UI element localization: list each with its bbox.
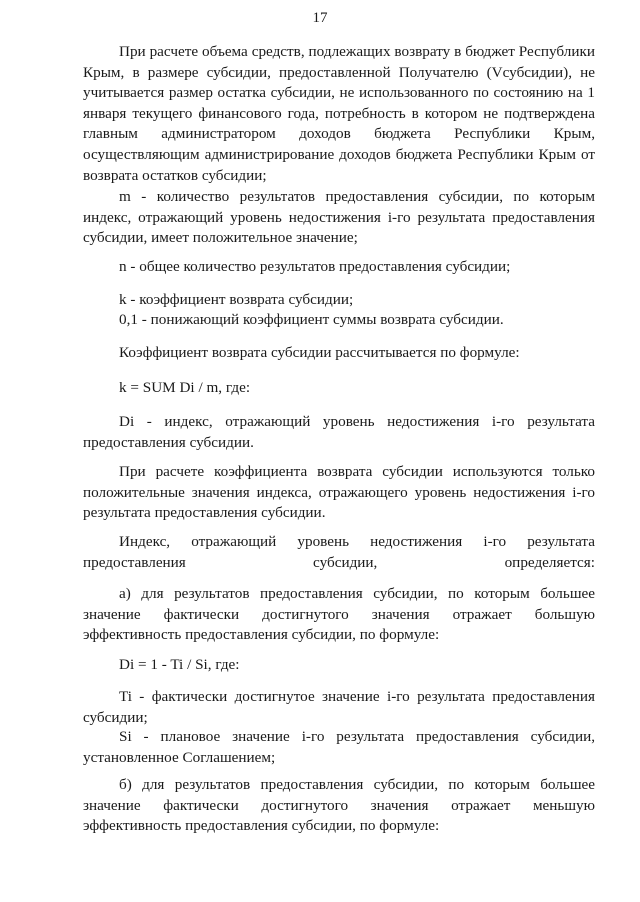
paragraph-case-b: б) для результатов предоставления субсидии, по которым большее значение фактически достигнутого значения отражает меньшую эффективность предоставления субсидии, по формуле: <box>83 776 595 835</box>
paragraph-formula-intro: Коэффициент возврата субсидии рассчитывается по формуле: <box>119 344 520 361</box>
paragraph-case-a: а) для результатов предоставления субсидии, по которым большее значение фактически достигнутого значения отражает большую эффективность предоставления субсидии, по формуле: <box>83 585 595 644</box>
paragraph-remaining-funds: При расчете объема средств, подлежащих возврату в бюджет Республики Крым, в размере субсидии, предоставленной Получателю (Vсубсидии), не учитывается размер остатка субсидии, не использованного по состоянию на 1 января текущего финансового года, потребность в котором не подтверждена главным администратором доходов бюджета Республики Крым, осуществляющим администрирование доходов бюджета Республики Крым от возврата остатков субсидии; <box>83 43 595 184</box>
paragraph-n-definition: n - общее количество результатов предоставления субсидии; <box>119 258 511 275</box>
paragraph-si-definition: Si - плановое значение i-го результата предоставления субсидии, установленное Соглашением; <box>83 728 595 766</box>
paragraph-k-definition: k - коэффициент возврата субсидии; <box>119 291 354 308</box>
formula-di-a: Di = 1 - Ti / Si, где: <box>119 656 240 673</box>
paragraph-ti-definition: Ti - фактически достигнутое значение i-го результата предоставления субсидии; <box>83 688 595 726</box>
paragraph-di-definition: Di - индекс, отражающий уровень недостижения i-го результата предоставления субсидии. <box>83 413 595 451</box>
paragraph-m-definition: m - количество результатов предоставления субсидии, по которым индекс, отражающий уровень недостижения i-го результата предоставления субсидии, имеет положительное значение; <box>83 188 595 247</box>
paragraph-index-determined: Индекс, отражающий уровень недостижения i-го результата предоставления субсидии, определяется: <box>83 533 595 571</box>
paragraph-positive-values: При расчете коэффициента возврата субсидии используются только положительные значения индекса, отражающего уровень недостижения i-го результата предоставления субсидии. <box>83 463 595 522</box>
paragraph-reducing-coefficient: 0,1 - понижающий коэффициент суммы возврата субсидии. <box>119 311 504 328</box>
page-number: 17 <box>312 10 328 26</box>
formula-k: k = SUM Di / m, где: <box>119 379 251 396</box>
